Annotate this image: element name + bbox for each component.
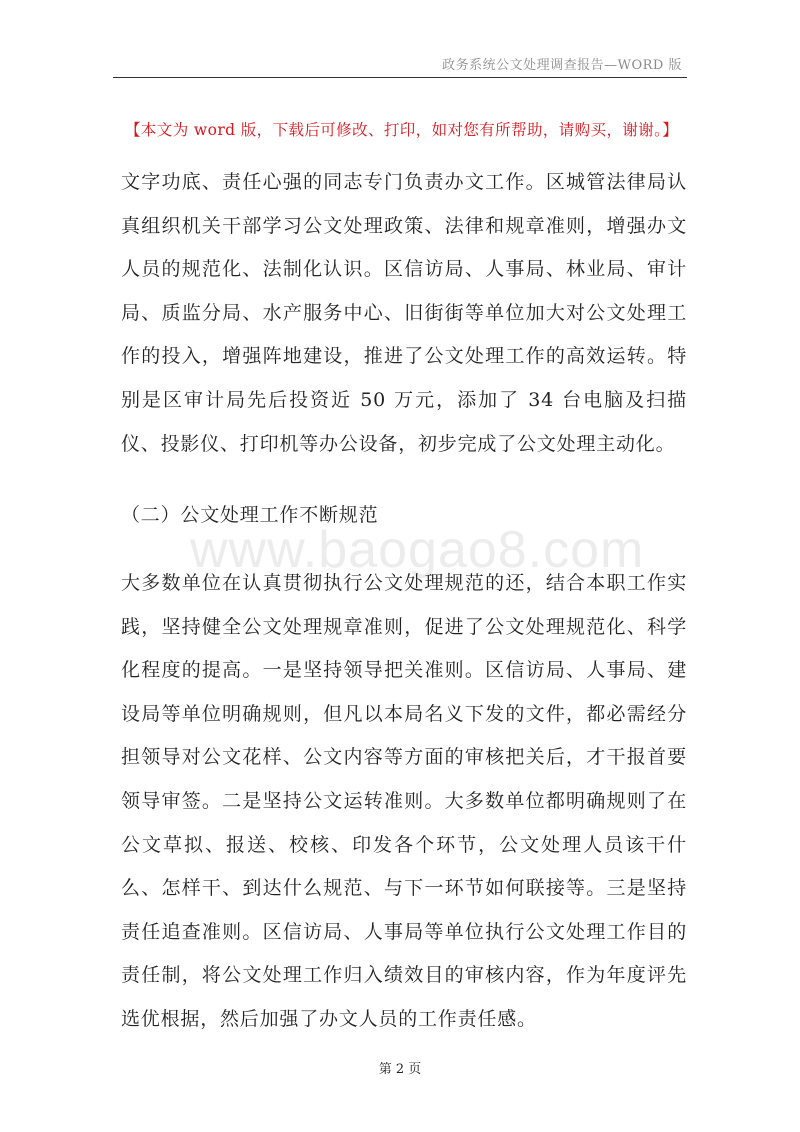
section-heading: （二）公文处理工作不断规范 xyxy=(121,504,379,526)
download-notice: 【本文为 word 版，下载后可修改、打印，如对您有所帮助，请购买，谢谢。】 xyxy=(125,121,679,139)
watermark: www.baogao8.com xyxy=(190,521,645,579)
body-paragraph-1: 文字功底、责任心强的同志专门负责办文工作。区城管法律局认真组织机关干部学习公文处理政策、法律和规章准则，增强办文人员的规范化、法制化认识。区信访局、人事局、林业局、审计局、质监分局、水产服务中心、旧街街等单位加大对公文处理工作的投入，增强阵地建设，推进了公文处理工作的高效运转。特别是区审计局先后投资近 50 万元，添加了 34 台电脑及扫描仪、投影仪、打印机等办公设备，初步完成了公文处理主动化。 xyxy=(121,171,687,455)
page-header-title: 政务系统公文处理调查报告—WORD 版 xyxy=(442,58,682,73)
page-number: 第 2 页 xyxy=(378,1062,422,1077)
header-divider xyxy=(113,77,687,78)
body-paragraph-2: 大多数单位在认真贯彻执行公文处理规范的还，结合本职工作实践，坚持健全公文处理规章准则，促进了公文处理规范化、科学化程度的提高。一是坚持领导把关准则。区信访局、人事局、建设局等单位明确规则，但凡以本局名义下发的文件，都必需经分担领导对公文花样、公文内容等方面的审核把关后，才干报首要领导审签。二是坚持公文运转准则。大多数单位都明确规则了在公文草拟、报送、校核、印发各个环节，公文处理人员该干什么、怎样干、到达什么规范、与下一环节如何联接等。三是坚持责任追查准则。区信访局、人事局等单位执行公文处理工作目的责任制，将公文处理工作归入绩效目的审核内容，作为年度评先选优根据，然后加强了办文人员的工作责任感。 xyxy=(121,572,687,1030)
